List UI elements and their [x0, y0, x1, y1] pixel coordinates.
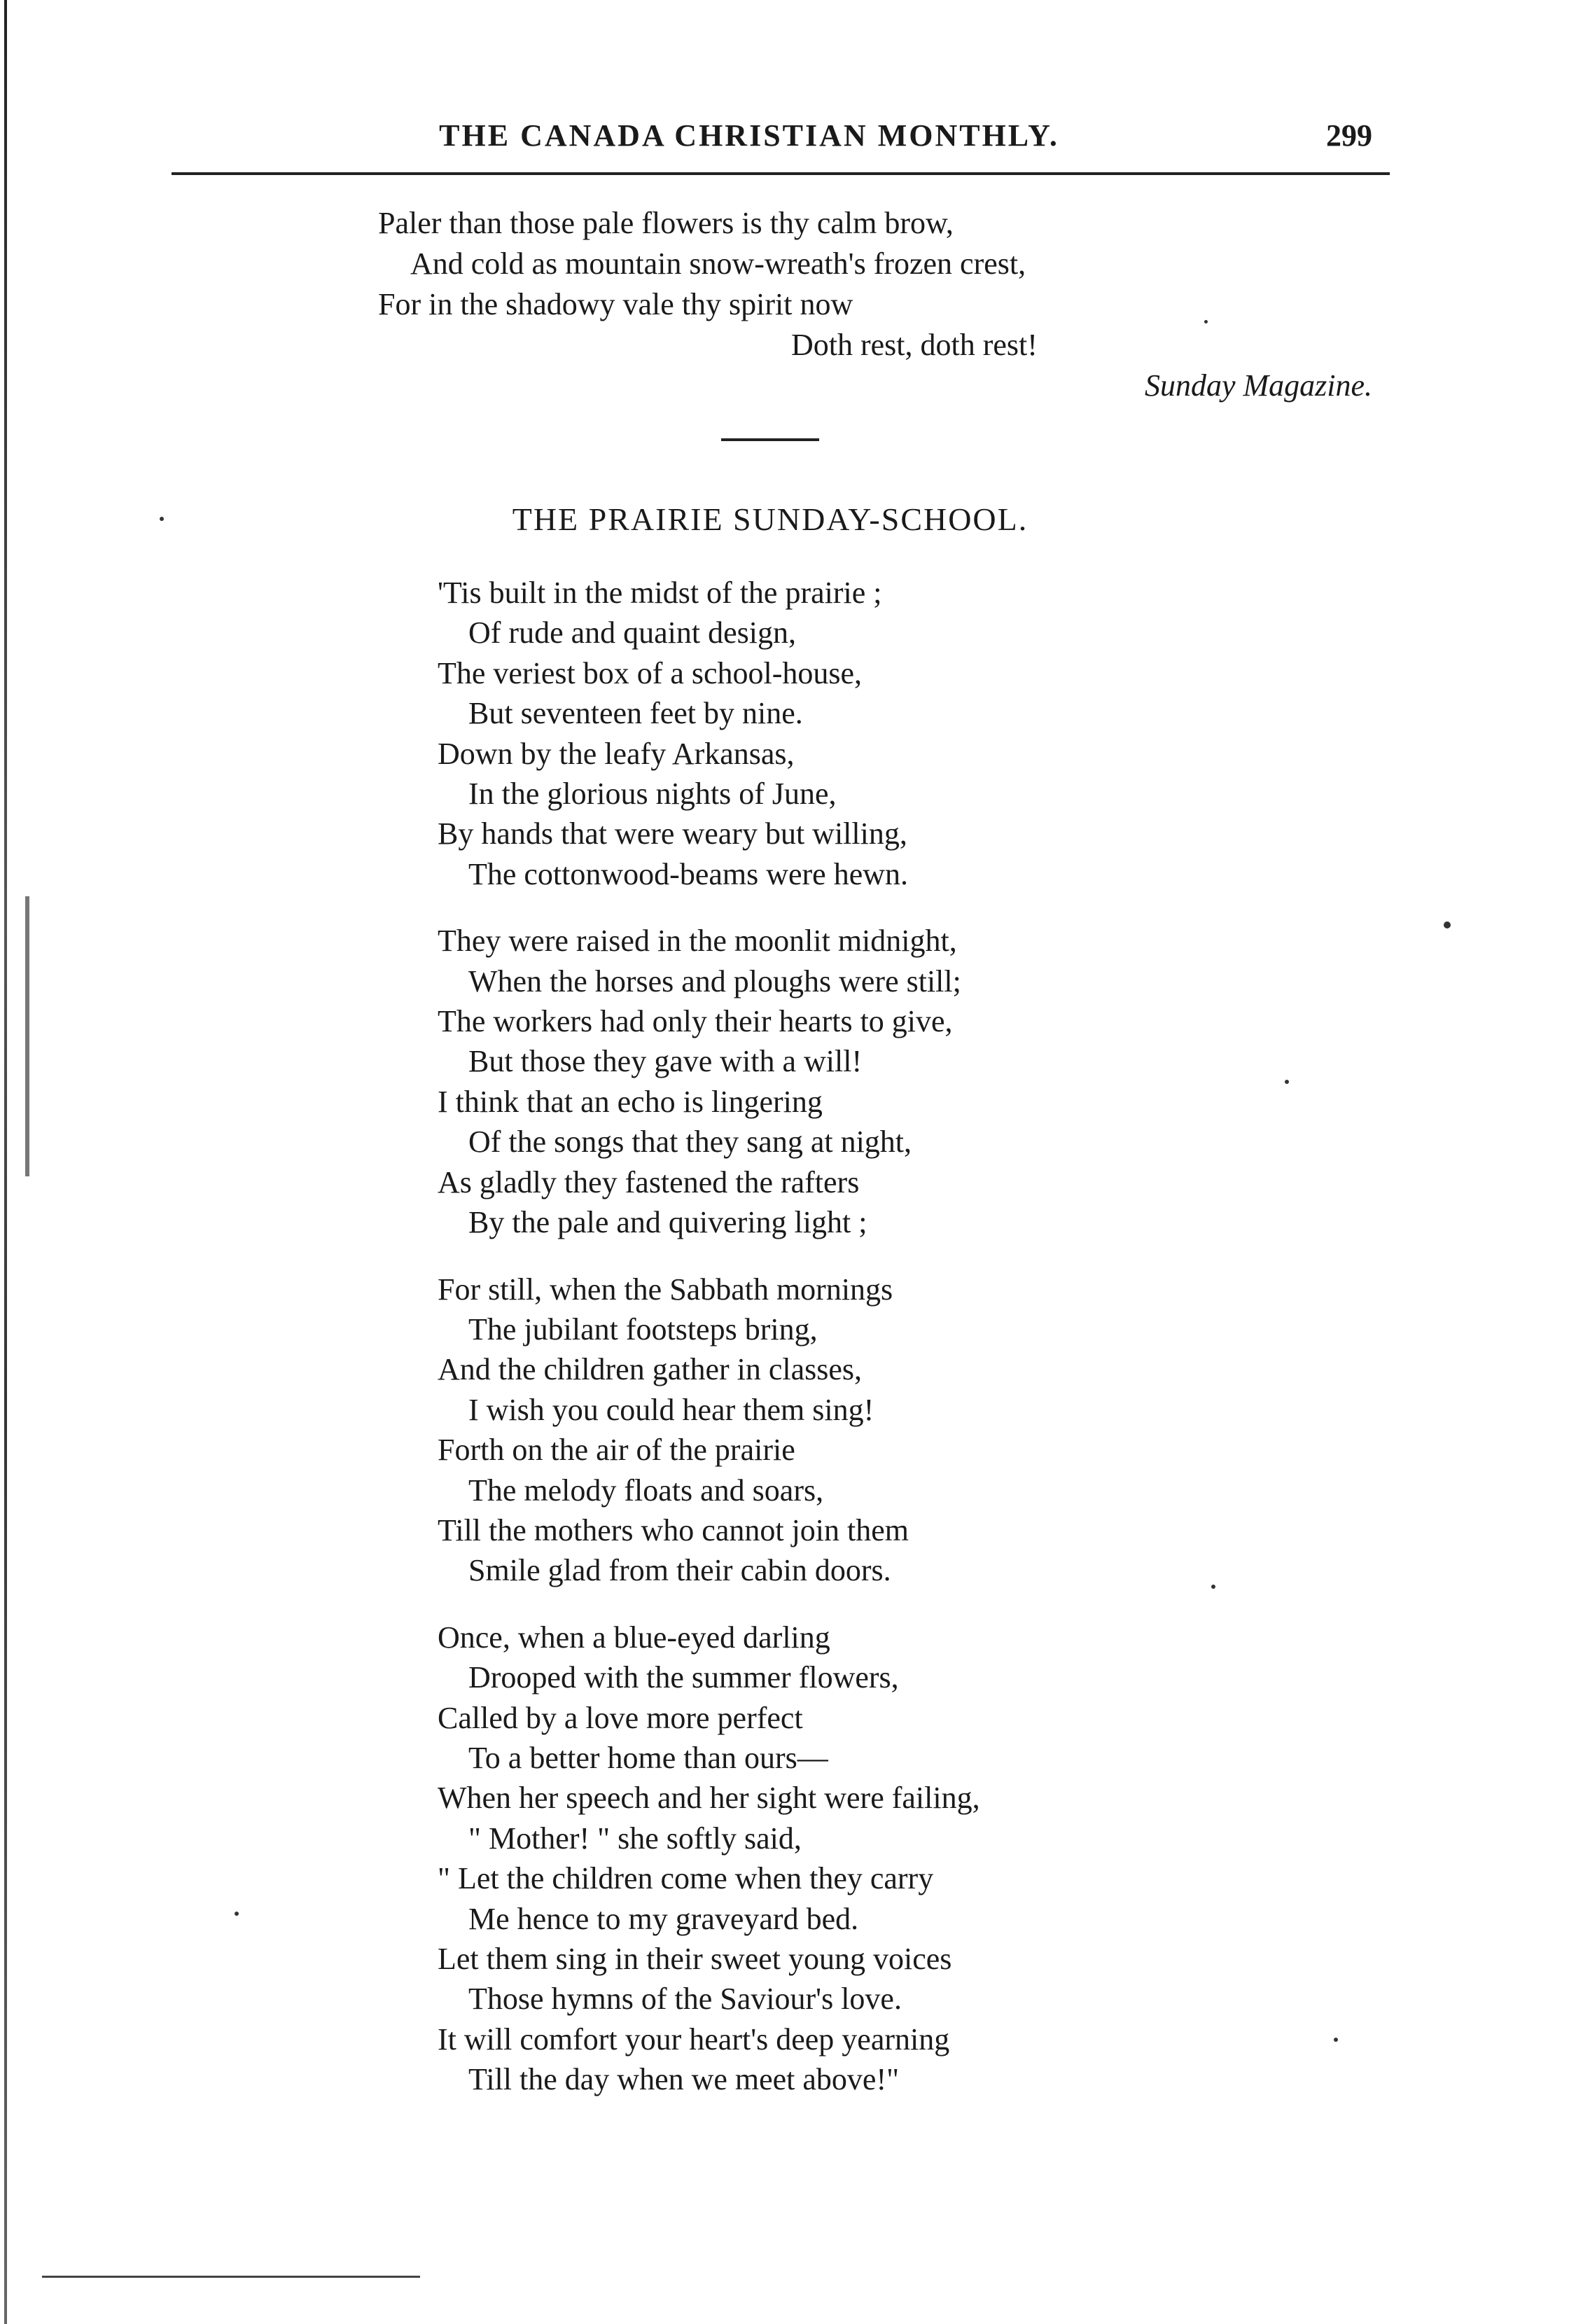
poem-line: The workers had only their hearts to give,	[438, 1004, 953, 1039]
poem-line: Called by a love more perfect	[438, 1700, 803, 1735]
poem-line: The melody floats and soars,	[468, 1473, 824, 1508]
page-number: 299	[1326, 118, 1372, 153]
poem-line: When the horses and ploughs were still;	[468, 963, 961, 999]
poem-line: Once, when a blue-eyed darling	[438, 1620, 830, 1655]
poem-line: Let them sing in their sweet young voices	[438, 1942, 952, 1976]
poem-line: To a better home than ours—	[468, 1740, 828, 1775]
poem-line: And the children gather in classes,	[438, 1352, 863, 1387]
binding-shadow	[25, 896, 29, 1176]
poem-line: Down by the leafy Arkansas,	[438, 736, 795, 771]
poem-line: Of the songs that they sang at night,	[468, 1125, 912, 1160]
poem-line: They were raised in the moonlit midnight,	[438, 924, 957, 959]
poem-line: For still, when the Sabbath mornings	[438, 1272, 893, 1307]
poem-line: Till the day when we meet above!"	[468, 2062, 900, 2097]
poem-line: Drooped with the summer flowers,	[468, 1660, 899, 1695]
poem-line: I think that an echo is lingering	[438, 1084, 823, 1119]
print-speck	[1334, 2038, 1338, 2042]
poem-line: Smile glad from their cabin doors.	[468, 1553, 891, 1588]
poem-line: Of rude and quaint design,	[468, 615, 796, 650]
poem-line: Paler than those pale flowers is thy calm brow,	[378, 206, 954, 240]
poem-line: Till the mothers who cannot join them	[438, 1512, 909, 1547]
poem-line: But seventeen feet by nine.	[468, 696, 803, 731]
stanza	[438, 921, 1348, 1242]
poem-line: By the pale and quivering light ;	[468, 1205, 867, 1240]
print-speck	[235, 1912, 239, 1916]
poem-line: Those hymns of the Saviour's love.	[468, 1982, 902, 2017]
bottom-edge-rule	[42, 2276, 420, 2278]
continued-poem	[378, 203, 1372, 406]
poem-title: THE PRAIRIE SUNDAY-SCHOOL.	[512, 501, 1028, 537]
poem-line: By hands that were weary but willing,	[438, 816, 907, 851]
poem-line: As gladly they fastened the rafters	[438, 1164, 860, 1199]
poem-line: For in the shadowy vale thy spirit now	[378, 287, 853, 321]
print-speck	[1204, 320, 1208, 323]
section-divider	[721, 438, 819, 441]
poem-line: I wish you could hear them sing!	[468, 1392, 874, 1427]
running-head: THE CANADA CHRISTIAN MONTHLY.	[439, 118, 1059, 153]
poem-line: Doth rest, doth rest!	[791, 328, 1038, 362]
stanza	[438, 1269, 1348, 1591]
print-speck	[1444, 921, 1451, 928]
stanza	[438, 1617, 1348, 2100]
page-binding-edge	[4, 0, 7, 2324]
poem-line: The jubilant footsteps bring,	[468, 1311, 818, 1347]
poem-line: And cold as mountain snow-wreath's frozen crest,	[410, 246, 1026, 281]
poem-line: Me hence to my graveyard bed.	[468, 1901, 859, 1936]
poem-line: In the glorious nights of June,	[468, 777, 837, 812]
attribution: Sunday Magazine.	[1144, 368, 1372, 403]
print-speck	[1285, 1080, 1289, 1084]
poem-line: " Mother! " she softly said,	[468, 1821, 802, 1856]
poem-line: 'Tis built in the midst of the prairie ;	[438, 576, 882, 610]
poem-line: " Let the children come when they carry	[438, 1861, 934, 1896]
poem-body	[438, 573, 1348, 2127]
poem-line: The cottonwood-beams were hewn.	[468, 856, 909, 891]
header-rule	[172, 172, 1390, 175]
poem-line: When her speech and her sight were failing,	[438, 1781, 980, 1816]
poem-line: The veriest box of a school-house,	[438, 655, 863, 690]
poem-line: It will comfort your heart's deep yearning	[438, 2022, 950, 2057]
poem-line: Forth on the air of the prairie	[438, 1433, 795, 1468]
print-speck	[1211, 1585, 1215, 1589]
poem-line: But those they gave with a will!	[468, 1044, 863, 1079]
print-speck	[160, 517, 164, 521]
stanza	[438, 573, 1348, 894]
